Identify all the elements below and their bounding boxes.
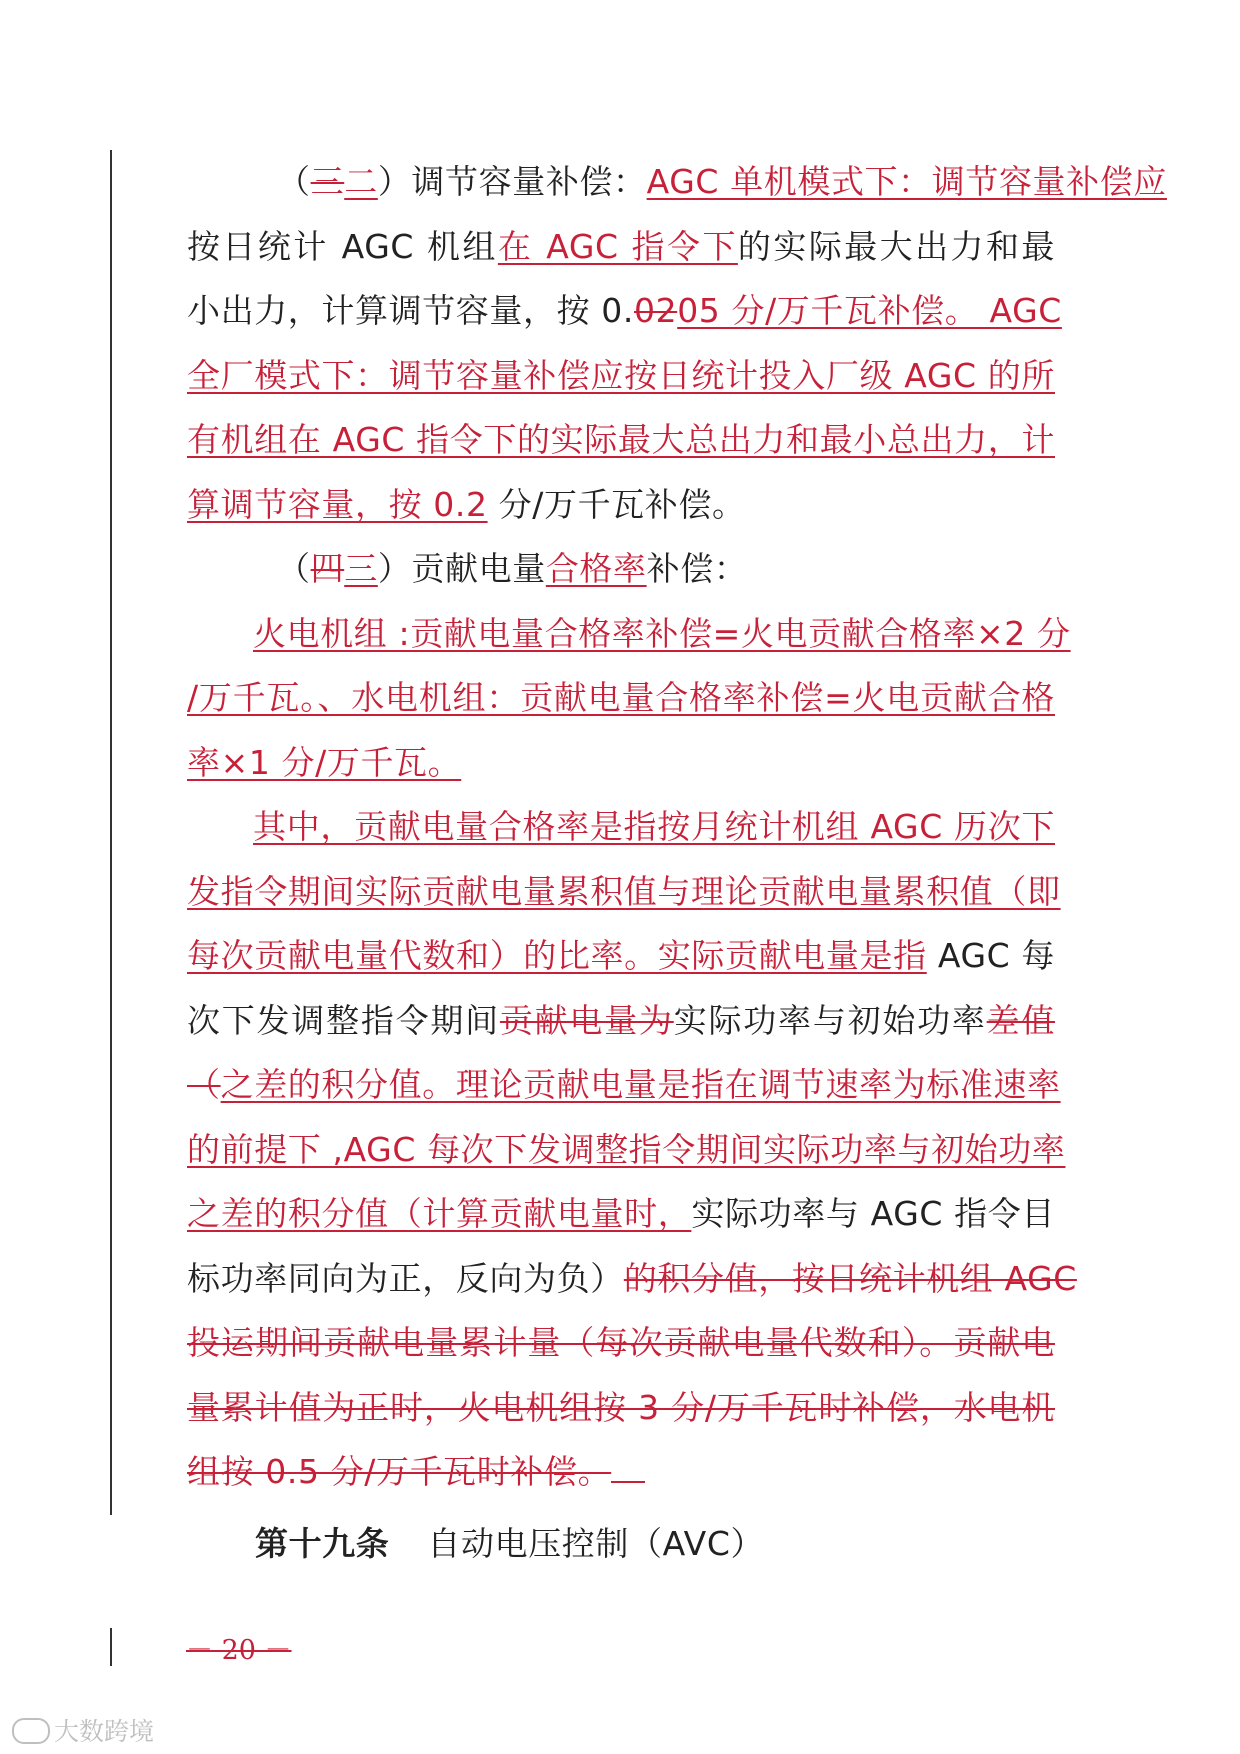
inserted-text: 之差的积分值。理论贡献电量是指在调节速率为标准速率: [220, 1065, 1061, 1104]
inserted-text: 的前提下 ,AGC 每次下发调整指令期间实际功率与初始功率: [187, 1129, 1066, 1169]
page-number: － 20 －: [186, 1635, 292, 1666]
inserted-text: 二: [344, 162, 378, 201]
deleted-text: 三: [310, 162, 345, 201]
watermark-logo-icon: [12, 1718, 50, 1744]
deleted-text: 四: [310, 549, 345, 588]
paragraph-line: [187, 1440, 1055, 1505]
inserted-text: 火电机组 :贡献电量合格率补偿=火电贡献合格率×2 分: [253, 613, 1071, 653]
document-body: [187, 150, 1167, 1505]
paragraph-line: [187, 731, 1055, 796]
paragraph-line: 每次贡献电量代数和）的比率。实际贡献电量是指 AGC 每: [187, 936, 1055, 975]
deleted-text: 贡献电量为: [499, 1000, 674, 1040]
paragraph-line: [187, 1053, 1061, 1118]
inserted-text: 发指令期间实际贡献电量累积值与理论贡献电量累积值（即: [187, 871, 1061, 911]
revision-margin-bar: [110, 1628, 112, 1666]
paragraph-line: [187, 344, 1055, 409]
inserted-text: 合格率: [545, 549, 647, 588]
paragraph-line: 之差的积分值（计算贡献电量时，实际功率与 AGC 指令目: [187, 1194, 1056, 1233]
inserted-text: 率×1 分/万千瓦。: [187, 742, 462, 782]
deleted-text: 差值: [986, 1000, 1056, 1040]
paragraph-line: （三二）调节容量补偿：AGC 单机模式下：调节容量补偿应: [277, 162, 1167, 201]
deleted-text: 量累计值为正时，火电机组按 3 分/万千瓦时补偿，水电机: [187, 1387, 1055, 1427]
paragraph-line: [187, 408, 1055, 473]
paragraph-line: [187, 602, 1071, 667]
deleted-text: 投运期间贡献电量累计量（每次贡献电量代数和）。贡献电: [187, 1323, 1055, 1362]
paragraph-line: 算调节容量，按 0.2 分/万千瓦补偿。: [187, 484, 746, 524]
inserted-text: 其中，贡献电量合格率是指按月统计机组 AGC 历次下: [253, 807, 1055, 846]
watermark: 大数跨境: [12, 1712, 154, 1748]
insertion-mark: [611, 1453, 645, 1483]
deleted-text: 02: [633, 291, 678, 330]
inserted-text: 算调节容量，按 0.2: [187, 484, 488, 524]
paragraph-line: [187, 1118, 1066, 1183]
inserted-text: 三: [344, 549, 378, 588]
inserted-text: 有机组在 AGC 指令下的实际最大总出力和最小总出力，计: [187, 420, 1055, 459]
inserted-text: /万千瓦。、水电机组：贡献电量合格率补偿=火电贡献合格: [187, 678, 1055, 717]
inserted-text: 在 AGC 指令下: [497, 226, 738, 266]
deleted-text: （: [187, 1065, 221, 1104]
paragraph-line: [187, 1311, 1055, 1376]
inserted-text: 之差的积分值（计算贡献电量时，: [187, 1194, 692, 1233]
paragraph-line: （四三）贡献电量合格率补偿：: [277, 549, 748, 588]
inserted-text: 每次贡献电量代数和）的比率。实际贡献电量是指: [187, 936, 927, 975]
section-heading: ）调节容量补偿：: [377, 162, 647, 201]
deleted-text: 的积分值，按日统计机组 AGC: [623, 1258, 1077, 1298]
article-heading: [255, 1518, 764, 1565]
inserted-text: 全厂模式下：调节容量补偿应按日统计投入厂级 AGC 的所: [187, 355, 1055, 395]
article-number: 第十九条: [255, 1524, 390, 1563]
inserted-text: AGC 单机模式下：调节容量补偿应: [646, 162, 1167, 201]
paragraph-line: 标功率同向为正，反向为负）的积分值，按日统计机组 AGC: [187, 1258, 1077, 1298]
paragraph-line: 按日统计 AGC 机组在 AGC 指令下的实际最大出力和最: [187, 226, 1055, 266]
inserted-text: 05 分/万千瓦补偿。 AGC: [677, 291, 1062, 330]
paragraph-line: 次下发调整指令期间贡献电量为实际功率与初始功率差值: [187, 1000, 1056, 1040]
paragraph-line: [187, 860, 1061, 925]
paragraph-line: [187, 1376, 1055, 1441]
paragraph-line: [187, 795, 1055, 860]
paragraph-line: 小出力，计算调节容量，按 0.0205 分/万千瓦补偿。 AGC: [187, 291, 1062, 330]
article-title: 自动电压控制（AVC）: [427, 1524, 765, 1563]
paragraph-line: [187, 666, 1055, 731]
section-heading: ）贡献电量: [377, 549, 546, 588]
deleted-text: 组按 0.5 分/万千瓦时补偿。: [187, 1452, 612, 1491]
revision-margin-bar: [110, 150, 112, 1515]
